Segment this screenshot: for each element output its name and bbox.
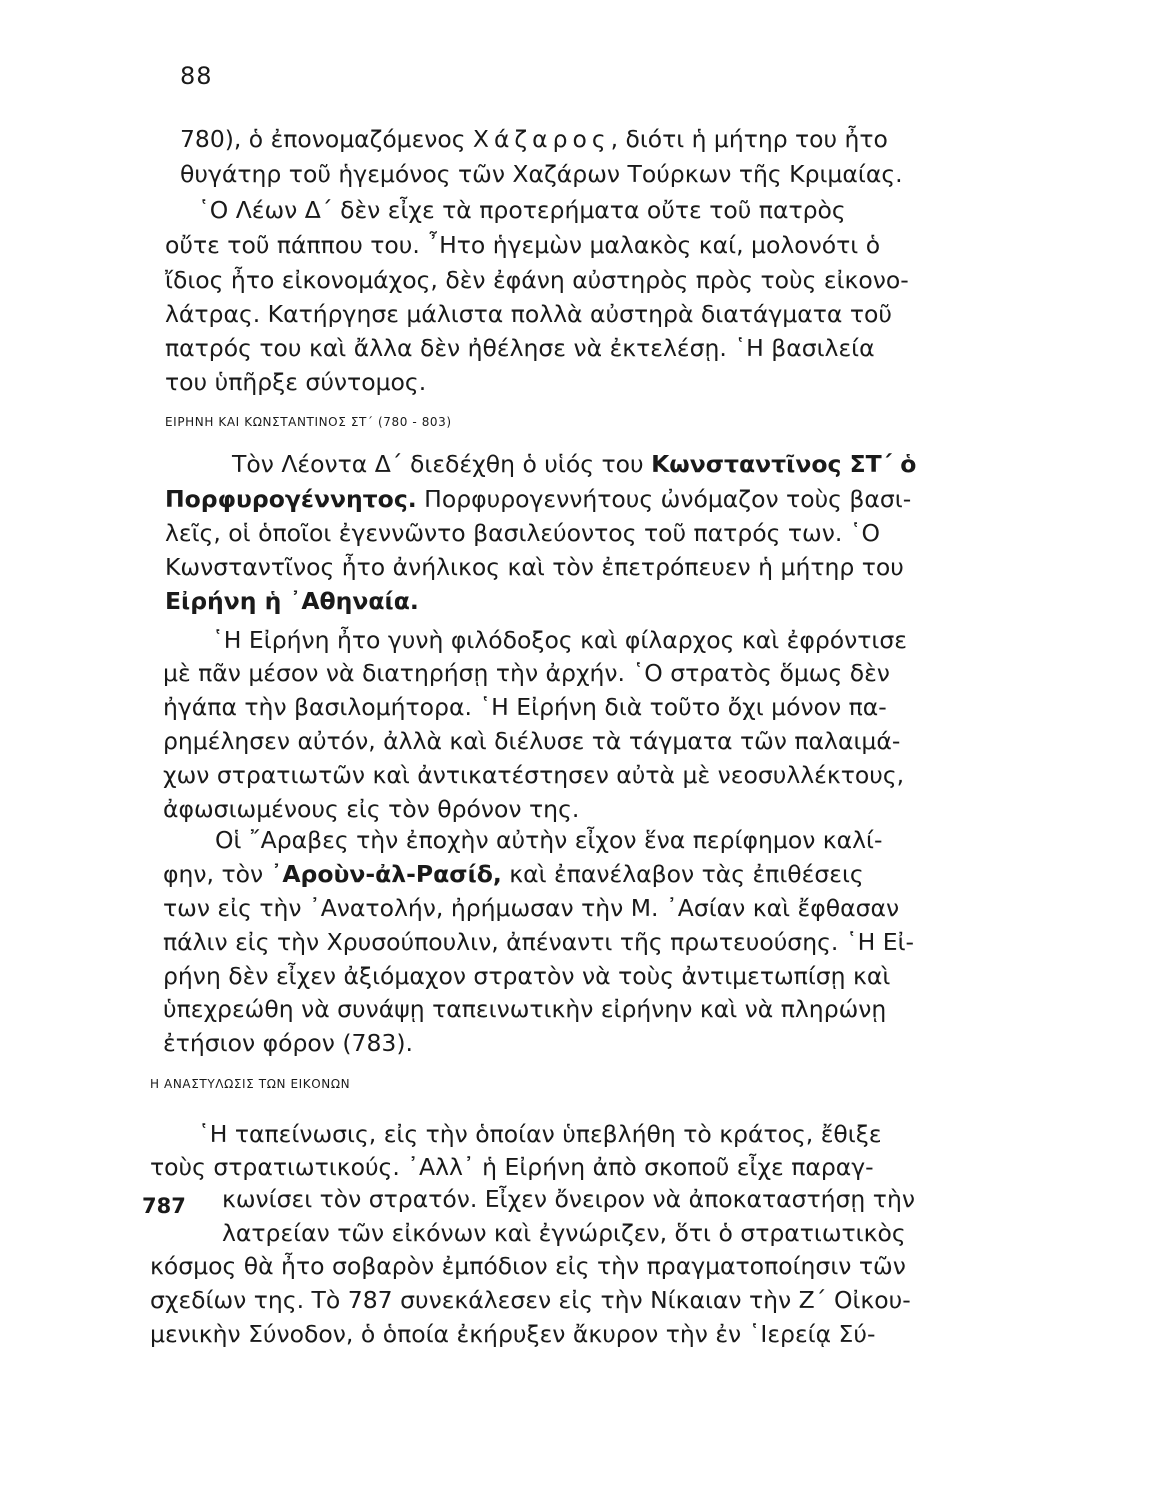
text-line: ρήνη δὲν εἶχεν ἀξιόμαχον στρατὸν νὰ τοὺς ἀντιμετωπίσῃ καὶ <box>163 962 891 990</box>
text-line: σχεδίων της. Τὸ 787 συνεκάλεσεν εἰς τὴν Νίκαιαν τὴν Ζ΄ Οἰκου- <box>150 1286 911 1314</box>
emperor-name: Κωνσταντῖνος ΣΤ΄ ὁ <box>651 450 917 478</box>
text-run: 780), ὁ ἐπονομαζόμενος <box>180 125 473 153</box>
text-line <box>180 122 1108 156</box>
section-heading-irene: ΕΙΡΗΝΗ ΚΑΙ ΚΩΝΣΤΑΝΤΙΝΟΣ ΣΤ΄ (780 - 803) <box>165 415 452 429</box>
emperor-epithet: Πορφυρογέννητος. <box>165 485 417 513</box>
text-line: πατρός του καὶ ἄλλα δὲν ἠθέλησε νὰ ἐκτελέσῃ. ῾Η βασιλεία <box>165 334 875 362</box>
text-line: λάτρας. Κατήργησε μάλιστα πολλὰ αὐστηρὰ διατάγματα τοῦ <box>165 300 892 328</box>
section-heading-icons: Η ΑΝΑΣΤΥΛΩΣΙΣ ΤΩΝ ΕΙΚΟΝΩΝ <box>150 1077 351 1091</box>
text-line: λεῖς, οἱ ὁποῖοι ἐγεννῶντο βασιλεύοντος τοῦ πατρός των. ῾Ο <box>165 519 881 547</box>
text-line: Οἱ ῎Αραβες τὴν ἐποχὴν αὐτὴν εἶχον ἕνα περίφημον καλί- <box>215 826 883 854</box>
text-line: των εἰς τὴν ᾿Ανατολήν, ἠρήμωσαν τὴν Μ. ᾿Ασίαν καὶ ἔφθασαν <box>163 894 900 922</box>
text-line: τοὺς στρατιωτικούς. ᾿Αλλ᾿ ἡ Εἰρήνη ἀπὸ σκοποῦ εἶχε παραγ- <box>150 1153 874 1181</box>
text-run: Τὸν Λέοντα Δ΄ διεδέχθη ὁ υἱός του <box>232 450 652 478</box>
text-line <box>163 857 864 891</box>
text-line: Κωνσταντῖνος ἦτο ἀνήλικος καὶ τὸν ἐπετρόπευεν ἡ μήτηρ του <box>165 553 904 581</box>
page-number: 88 <box>180 62 213 90</box>
text-line: ῾Η Εἰρήνη ἦτο γυνὴ φιλόδοξος καὶ φίλαρχος καὶ ἐφρόντισε <box>212 626 907 654</box>
text-line: λατρείαν τῶν εἰκόνων καὶ ἐγνώριζεν, ὅτι ὁ στρατιωτικὸς <box>222 1219 906 1247</box>
text-line: ἴδιος ἦτο εἰκονομάχος, δὲν ἐφάνη αὐστηρὸς πρὸς τοὺς εἰκονο- <box>165 266 909 294</box>
text-line: ῾Η ταπείνωσις, εἰς τὴν ὁποίαν ὑπεβλήθη τὸ κράτος, ἔθιξε <box>198 1120 882 1148</box>
text-line <box>232 447 916 481</box>
text-line: ρημέλησεν αὐτόν, ἀλλὰ καὶ διέλυσε τὰ τάγματα τῶν παλαιμά- <box>163 727 901 755</box>
text-line: μενικὴν Σύνοδον, ὁ ὁποία ἐκήρυξεν ἄκυρον τὴν ἐν ῾Ιερείᾳ Σύ- <box>150 1320 876 1348</box>
text-line: ῾Ο Λέων Δ΄ δὲν εἶχε τὰ προτερήματα οὔτε τοῦ πατρὸς <box>198 196 846 224</box>
text-run: καὶ ἐπανέλαβον τὰς ἐπιθέσεις <box>501 860 864 888</box>
khazar-name: Χάζαρος <box>472 125 611 153</box>
text-line: χων στρατιωτῶν καὶ ἀντικατέστησεν αὐτὰ μὲ νεοσυλλέκτους, <box>163 761 905 789</box>
text-line: οὔτε τοῦ πάππου του. ῏Ητο ἡγεμὼν μαλακὸς καί, μολονότι ὁ <box>165 231 881 259</box>
text-line: θυγάτηρ τοῦ ἡγεμόνος τῶν Χαζάρων Τούρκων τῆς Κριμαίας. <box>180 160 903 188</box>
empress-name: Εἰρήνη ἡ ᾿Αθηναία. <box>165 587 419 615</box>
text-line: κωνίσει τὸν στρατόν. Εἶχεν ὄνειρον νὰ ἀποκαταστήσῃ τὴν <box>222 1185 915 1213</box>
caliph-name: ᾿Αροὺν-ἀλ-Ρασίδ, <box>270 860 502 888</box>
text-line: ἠγάπα τὴν βασιλομήτορα. ῾Η Εἰρήνη διὰ τοῦτο ὄχι μόνον πα- <box>163 693 887 721</box>
text-line: κόσμος θὰ ἦτο σοβαρὸν ἐμπόδιον εἰς τὴν πραγματοποίησιν τῶν <box>150 1252 906 1280</box>
text-line: του ὑπῆρξε σύντομος. <box>165 368 427 396</box>
text-run: , διότι ἡ μήτηρ του ἦτο <box>610 125 888 153</box>
text-line <box>165 482 911 516</box>
text-line: πάλιν εἰς τὴν Χρυσούπουλιν, ἀπέναντι τῆς πρωτευούσης. ῾Η Εἰ- <box>163 928 915 956</box>
text-line: ὑπεχρεώθη νὰ συνάψῃ ταπεινωτικὴν εἰρήνην καὶ νὰ πληρώνῃ <box>163 995 887 1023</box>
text-line: ἀφωσιωμένους εἰς τὸν θρόνον της. <box>163 795 580 823</box>
text-line: ἐτήσιον φόρον (783). <box>163 1029 413 1057</box>
margin-year: 787 <box>142 1194 186 1218</box>
text-line: μὲ πᾶν μέσον νὰ διατηρήσῃ τὴν ἀρχήν. ῾Ο στρατὸς ὅμως δὲν <box>163 659 890 687</box>
text-run: φην, τὸν <box>163 860 271 888</box>
text-run: Πορφυρογεννήτους ὠνόμαζον τοὺς βασι- <box>416 485 912 513</box>
